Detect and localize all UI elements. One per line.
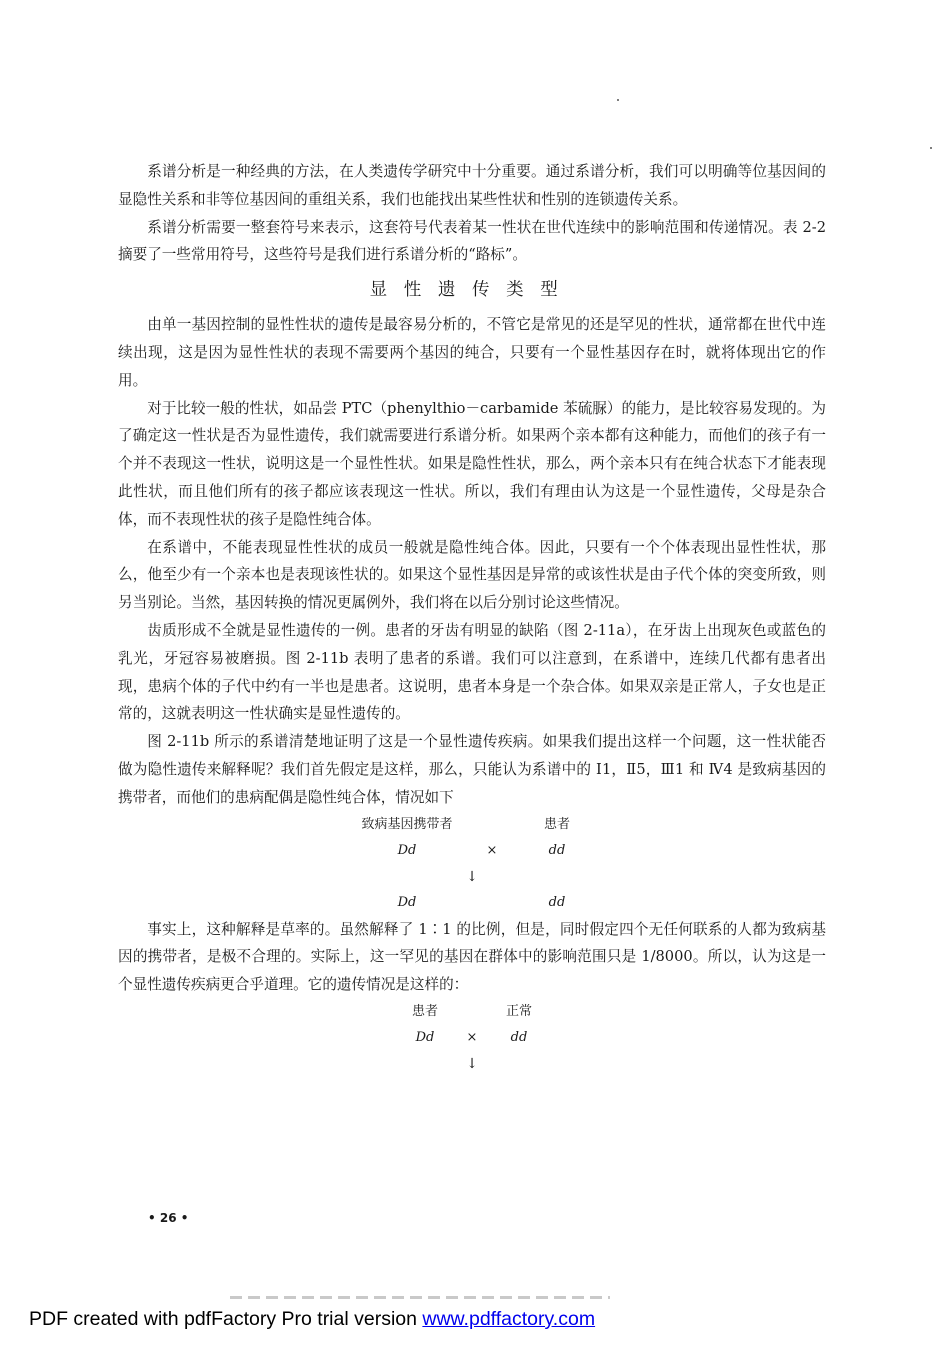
genetic-cross-dominant: [118, 999, 826, 1077]
genetic-cross-recessive: [118, 812, 826, 916]
cross-offspring-row: [118, 890, 826, 916]
body-paragraph-4: 齿质形成不全就是显性遗传的一例。患者的牙齿有明显的缺陷（图 2-11a），在牙齿上出现灰色或蓝色的乳光，牙冠容易被磨损。图 2-11b 表明了患者的系谱。我们可以注意到，在系谱中，连续几代都有患者出现，患病个体的子代中约有一半也是患者。这说明，患者本身是一个杂合体。如果双亲是正常人，子女也是正常的，这就表明这一性状确实是显性遗传的。: [118, 621, 826, 723]
body-paragraph-5: 图 2-11b 所示的系谱清楚地证明了这是一个显性遗传疾病。如果我们提出这样一个问题，这一性状能否做为隐性遗传来解释呢？我们首先假定是这样，那么，只能认为系谱中的 Ⅰ1，Ⅱ5，Ⅲ1 和 Ⅳ4 是致病基因的携带者，而他们的患病配偶是隐性纯合体，情况如下: [118, 733, 826, 806]
scan-speck: [617, 99, 619, 101]
cross-label-patient: 患者: [543, 816, 570, 832]
body-paragraph-1: 由单一基因控制的显性性状的遗传是最容易分析的，不管它是常见的还是罕见的性状，通常都在世代中连续出现，这是因为显性性状的表现不需要两个基因的纯合，只要有一个显性基因存在时，就将体现出它的作用。: [118, 316, 826, 389]
cross2-label-normal: 正常: [505, 1003, 532, 1019]
genotype-parent-1: Dd: [397, 842, 417, 858]
cross2-parents-row: [118, 1025, 826, 1051]
page-number: • 26 •: [148, 1211, 189, 1225]
cross-label-carrier: 致病基因携带者: [361, 816, 453, 832]
cross-symbol: ×: [486, 842, 498, 858]
cross-labels-row: [118, 812, 826, 838]
genotype-offspring-2: dd: [548, 894, 566, 910]
section-title: 显性遗传类型: [369, 280, 575, 301]
cross-parents-row: [118, 838, 826, 864]
cross2-symbol: ×: [466, 1029, 478, 1045]
pdf-footer-text: PDF created with pdfFactory Pro trial version: [29, 1308, 423, 1330]
cross-label-spacer: [462, 812, 522, 838]
genotype-parent-2: dd: [548, 842, 566, 858]
cross-arrow: ↓: [466, 868, 478, 885]
cross2-label-spacer: [460, 999, 484, 1025]
body-paragraph-6: 事实上，这种解释是草率的。虽然解释了 1∶1 的比例，但是，同时假定四个无任何联系的人都为致病基因的携带者，是极不合理的。实际上，这一罕见的基因在群体中的影响范围只是 1/8000。所以，认为这是一个显性遗传疾病更合乎道理。它的遗传情况是这样的：: [118, 920, 826, 994]
pdf-footer: [29, 1308, 595, 1331]
cross2-genotype-2: dd: [510, 1029, 528, 1045]
cross2-labels-row: [118, 999, 826, 1025]
cross2-label-patient: 患者: [411, 1003, 438, 1019]
cross2-arrow: ↓: [466, 1055, 478, 1072]
pdffactory-link[interactable]: www.pdffactory.com: [422, 1308, 596, 1330]
cross2-genotype-1: Dd: [415, 1029, 435, 1045]
scan-artifact: [230, 1296, 610, 1299]
intro-paragraph-2: 系谱分析需要一整套符号来表示，这套符号代表着某一性状在世代连续中的影响范围和传递情况。表 2-2 摘要了一些常用符号，这些符号是我们进行系谱分析的“路标”。: [118, 218, 826, 264]
offspring-spacer: [462, 890, 522, 916]
intro-paragraph-1: 系谱分析是一种经典的方法，在人类遗传学研究中十分重要。通过系谱分析，我们可以明确等位基因间的显隐性关系和非等位基因间的重组关系，我们也能找出某些性状和性别的连锁遗传关系。: [118, 163, 826, 208]
body-paragraph-3: 在系谱中，不能表现显性性状的成员一般就是隐性纯合体。因此，只要有一个个体表现出显性性状，那么，他至少有一个亲本也是表现该性状的。如果这个显性基因是异常的或该性状是由子代个体的突变所致，则另当别论。当然，基因转换的情况更属例外，我们将在以后分别讨论这些情况。: [118, 538, 826, 612]
body-paragraph-2: 对于比较一般的性状，如品尝 PTC（phenylthio－carbamide 苯硫脲）的能力，是比较容易发现的。为了确定这一性状是否为显性遗传，我们就需要进行系谱分析。如果两个亲本都有这种能力，而他们的孩子有一个并不表现这一性状，说明这是一个显性性状。如果是隐性性状，那么，两个亲本只有在纯合状态下才能表现此性状，而且他们所有的孩子都应该表现这一性状。所以，我们有理由认为这是一个显性遗传，父母是杂合体，而不表现性状的孩子是隐性纯合体。: [118, 399, 826, 528]
genotype-offspring-1: Dd: [397, 894, 417, 910]
scan-speck: [930, 147, 932, 149]
page-body: [118, 158, 826, 1077]
